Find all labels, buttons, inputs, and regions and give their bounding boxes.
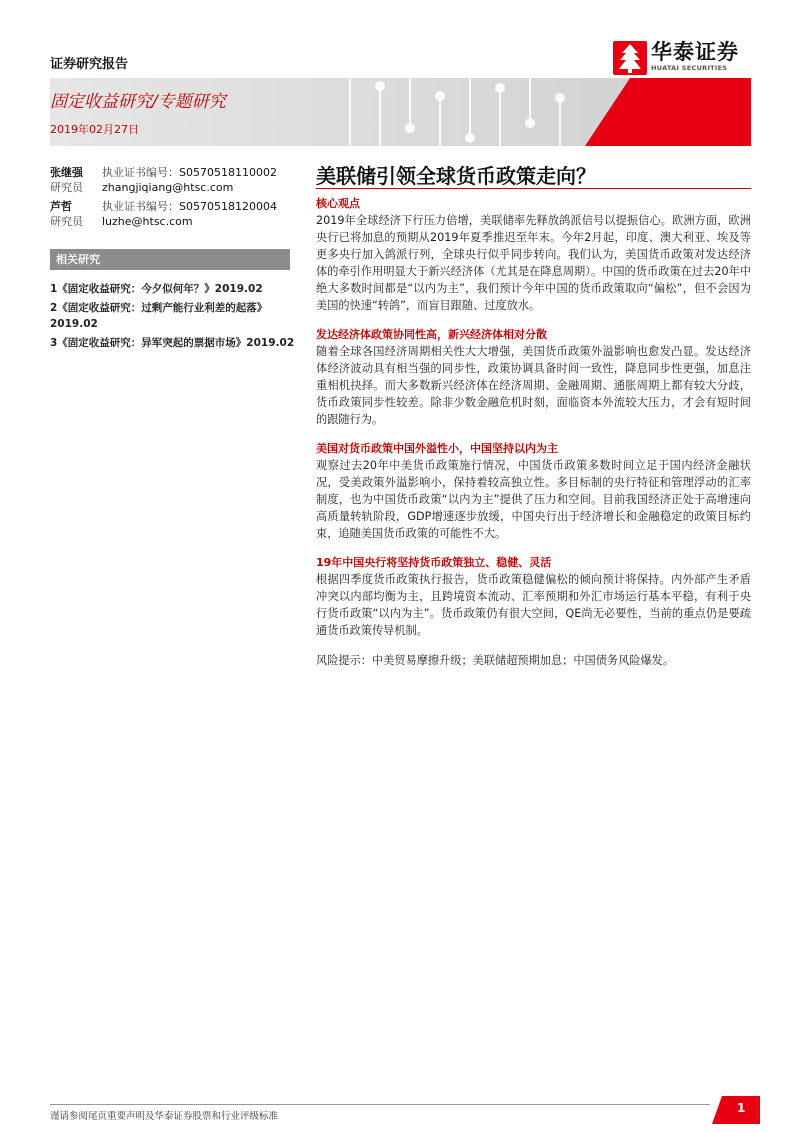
main-content: [316, 196, 751, 682]
author-role: 研究员: [50, 215, 83, 228]
footer-disclaimer: 谨请参阅尾页重要声明及华泰证券股票和行业评级标准: [50, 1111, 279, 1122]
page-number-tab: [712, 1096, 760, 1124]
related-research-list: [50, 281, 295, 354]
related-research-heading: 相关研究: [50, 249, 290, 270]
section-body: 观察过去20年中美货币政策施行情况，中国货币政策多数时间立足于国内经济金融状况，受美政策外溢影响小，保持着较高独立性。多目标制的央行特征和管理浮动的汇率制度，也为中国货币政策“以内为主”提供了压力和空间。目前我国经济正处于高增速向高质量转轨阶段，GDP增速逐步放缓，中国央行出于经济增长和金融稳定的政策目标约束，追随美国货币政策的可能性不大。: [316, 459, 751, 540]
report-type: 证券研究报告: [50, 57, 129, 72]
cert-number: S0570518120004: [179, 200, 277, 213]
title-divider: [316, 188, 751, 189]
related-item[interactable]: 1《固定收益研究：今夕似何年？》2019.02: [50, 283, 263, 295]
related-item[interactable]: 2《固定收益研究：过剩产能行业利差的起落》2019.02: [50, 302, 268, 330]
section-heading: 美国对货币政策中国外溢性小，中国坚持以内为主: [316, 442, 558, 455]
section-body: 2019年全球经济下行压力倍增，美联储率先释放鸽派信号以提振信心。欧洲方面，欧洲央行已将加息的预期从2019年夏季推迟至年末。今年2月起，印度、澳大利亚、埃及等更多央行加入鸽派行列，全球央行似乎同步转向。我们认为，美国货币政策对发达经济体的牵引作用明显大于新兴经济体（尤其是在降息周期）。中国的货币政策在过去20年中绝大多数时间都是“以内为主”，我们预计今年中国的货币政策取向“偏松”，但不会因为美国的快速“转鸽”，而盲目跟随、过度放水。: [316, 214, 751, 312]
author-email[interactable]: zhangjiqiang@htsc.com: [102, 181, 234, 194]
section-body: 随着全球各国经济周期相关性大大增强，美国货币政策外溢影响也愈发凸显。发达经济体经济波动具有相当强的同步性，政策协调具备时间一致性，降息同步性更强，加息注重相机抉择。而大多数新兴经济体在经济周期、金融周期、通胀周期上都有较大分歧，货币政策同步性较差。除非少数金融危机时刻，面临资本外流较大压力，才会有短时间的跟随行为。: [316, 345, 751, 426]
section-heading: 发达经济体政策协同性高，新兴经济体相对分散: [316, 328, 547, 341]
report-date: 2019年02月27日: [50, 123, 139, 136]
logo-name-cn: 华泰证券: [651, 40, 739, 64]
author-name: 张继强: [50, 166, 83, 179]
footer-divider: [50, 1104, 710, 1105]
cert-number: S0570518110002: [179, 166, 277, 179]
author-name: 芦哲: [50, 200, 72, 213]
section-body: 根据四季度货币政策执行报告，货币政策稳健偏松的倾向预计将保持。内外部产生矛盾冲突以内部均衡为主，且跨境资本流动、汇率预期和外汇市场运行基本平稳，有利于央行货币政策“以内为主”。货币政策仍有很大空间，QE尚无必要性，当前的重点仍是要疏通货币政策传导机制。: [316, 573, 751, 637]
cert-label: 执业证书编号：: [102, 200, 179, 213]
section-heading: 核心观点: [316, 197, 360, 210]
author-block: [50, 199, 277, 229]
author-email[interactable]: luzhe@htsc.com: [102, 215, 193, 228]
section-title: 固定收益研究/专题研究: [50, 92, 226, 112]
main-title: 美联储引领全球货币政策走向？: [316, 164, 596, 188]
cert-label: 执业证书编号：: [102, 166, 179, 179]
author-block: [50, 165, 277, 195]
related-item[interactable]: 3《固定收益研究：异军突起的票据市场》2019.02: [50, 337, 295, 349]
page-number: 1: [737, 1101, 746, 1115]
author-role: 研究员: [50, 181, 83, 194]
section-heading: 19年中国央行将坚持货币政策独立、稳健、灵活: [316, 556, 552, 569]
risk-warning: 风险提示：中美贸易摩擦升级；美联储超预期加息；中国债务风险爆发。: [316, 654, 675, 667]
logo-name-en: HUATAI SECURITIES: [651, 64, 728, 72]
